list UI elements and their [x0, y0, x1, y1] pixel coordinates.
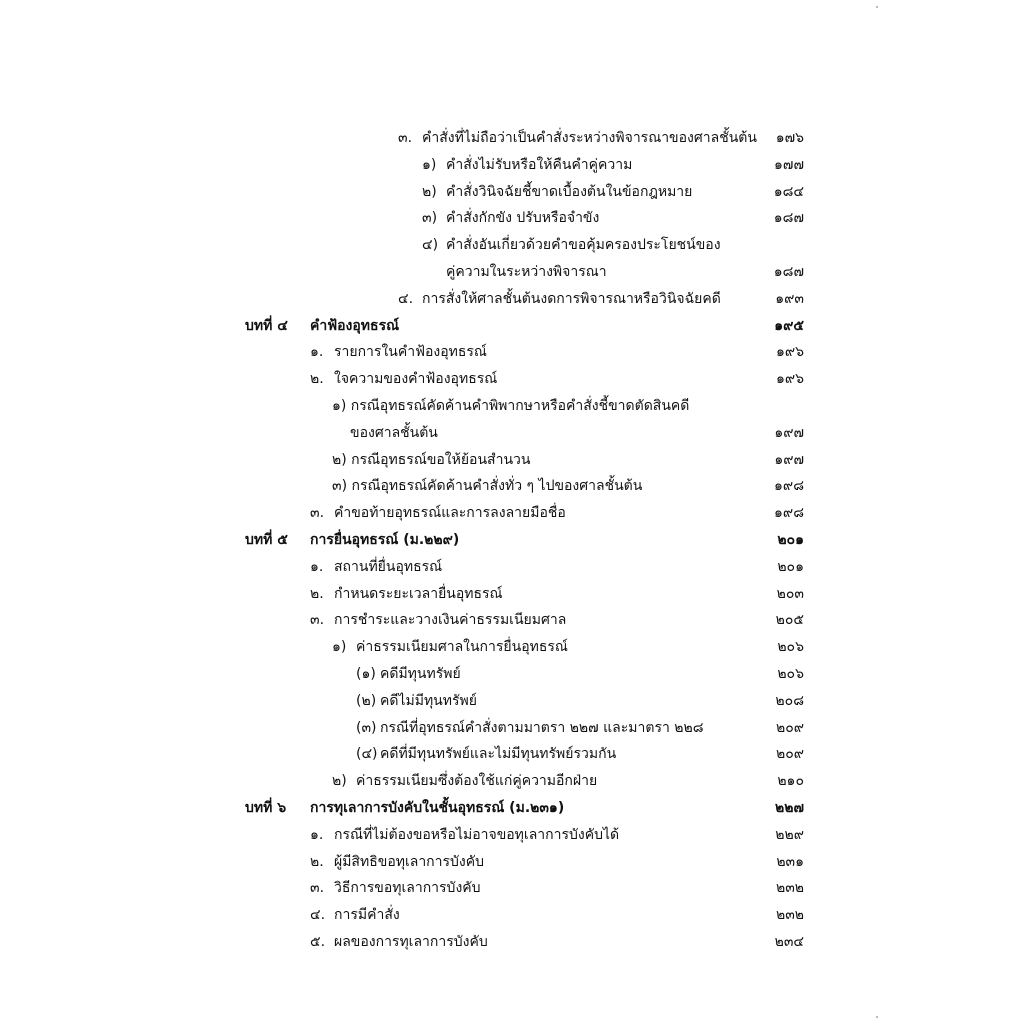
toc-entry-row — [0, 500, 1024, 526]
toc-entry-row — [0, 125, 1024, 151]
toc-title: ของศาลชั้นต้น — [350, 425, 438, 441]
toc-number: ๓. — [310, 880, 325, 896]
toc-entry-row — [0, 822, 1024, 848]
toc-page-number: ๑๙๖ — [775, 344, 804, 360]
toc-title: คำสั่งที่ไม่ถือว่าเป็นคำสั่งระหว่างพิจารณาของศาลชั้นต้น — [422, 130, 757, 146]
toc-title: การมีคำสั่ง — [334, 907, 400, 923]
toc-number: ๒. — [310, 586, 324, 602]
toc-page-number: ๑๘๗ — [773, 210, 804, 226]
toc-page-number: ๒๒๙ — [775, 827, 804, 843]
toc-entry-row — [0, 607, 1024, 633]
toc-page-number: ๑๙๘ — [774, 505, 804, 521]
toc-page-number: ๒๐๖ — [777, 666, 804, 682]
toc-page-number: ๒๐๖ — [777, 639, 804, 655]
toc-title: กรณีที่ไม่ต้องขอหรือไม่อาจขอทุเลาการบังคับได้ — [334, 827, 620, 843]
toc-chapter-row — [0, 527, 1024, 553]
toc-page-number: ๑๙๘ — [774, 478, 804, 494]
toc-chapter-row — [0, 795, 1024, 821]
toc-number: ๒. — [310, 854, 324, 870]
toc-number: ๔. — [398, 291, 414, 307]
toc-title: คำสั่งกักขัง ปรับหรือจำขัง — [446, 210, 600, 226]
toc-title: คำสั่งวินิจฉัยชี้ขาดเบื้องต้นในข้อกฎหมาย — [446, 184, 693, 200]
toc-entry-row — [0, 366, 1024, 392]
toc-number: (๑) — [356, 666, 376, 682]
corner-mark — [876, 1016, 878, 1018]
toc-number: ๓. — [310, 505, 325, 521]
toc-title: กรณีที่อุทธรณ์คำสั่งตามมาตรา ๒๒๗ และมาตรา ๒๒๘ — [380, 720, 704, 736]
toc-number: (๔) — [356, 746, 378, 762]
toc-page-number: ๑๙๓ — [775, 291, 804, 307]
toc-title: ผู้มีสิทธิขอทุเลาการบังคับ — [334, 854, 485, 870]
toc-number: ๓. — [310, 612, 325, 628]
toc-title: ค่าธรรมเนียมซึ่งต้องใช้แก่คู่ความอีกฝ่าย — [356, 773, 598, 789]
toc-title: การชำระและวางเงินค่าธรรมเนียมศาล — [334, 612, 567, 628]
toc-page-number: ๒๑๐ — [777, 773, 804, 789]
corner-mark — [876, 6, 878, 8]
toc-chapter-row — [0, 313, 1024, 339]
toc-title: คู่ความในระหว่างพิจารณา — [446, 264, 607, 280]
toc-entry-row — [0, 849, 1024, 875]
toc-title: คำสั่งอันเกี่ยวด้วยคำขอคุ้มครองประโยชน์ของ — [446, 237, 721, 253]
toc-page-number: ๑๙๗ — [774, 425, 804, 441]
toc-title: คดีมีทุนทรัพย์ — [380, 666, 461, 682]
toc-page-number: ๒๐๑ — [777, 559, 804, 575]
toc-entry-row — [0, 902, 1024, 928]
toc-page-number: ๑๗๖ — [775, 130, 804, 146]
toc-number: ๑) — [332, 639, 347, 655]
toc-number: (๓) — [356, 720, 377, 736]
toc-title: การยื่นอุทธรณ์ (ม.๒๒๙) — [310, 532, 460, 548]
toc-entry-row — [0, 741, 1024, 767]
toc-title: ๒) กรณีอุทธรณ์ขอให้ย้อนสำนวน — [332, 452, 531, 468]
toc-title: วิธีการขอทุเลาการบังคับ — [334, 880, 481, 896]
toc-page-number: ๑๘๔ — [773, 184, 804, 200]
toc-number: ๑. — [310, 559, 324, 575]
toc-entry-row — [0, 473, 1024, 499]
toc-page-number: ๒๐๘ — [775, 693, 804, 709]
toc-entry-row — [0, 661, 1024, 687]
toc-entry-row — [0, 581, 1024, 607]
toc-title: สถานที่ยื่นอุทธรณ์ — [334, 559, 443, 575]
toc-title: รายการในคำฟ้องอุทธรณ์ — [334, 344, 487, 360]
toc-title: ๑) กรณีอุทธรณ์คัดค้านคำพิพากษาหรือคำสั่งชี้ขาดตัดสินคดี — [332, 398, 690, 414]
toc-title: ๓) กรณีอุทธรณ์คัดค้านคำสั่งทั่ว ๆ ไปของศาลชั้นต้น — [332, 478, 643, 494]
toc-page-number: ๑๘๗ — [773, 264, 804, 280]
toc-page-number: ๑๙๕ — [774, 318, 804, 334]
toc-entry-row — [0, 420, 1024, 446]
toc-entry-row — [0, 715, 1024, 741]
toc-page-number: ๒๐๙ — [775, 746, 804, 762]
toc-number: (๒) — [356, 693, 377, 709]
toc-title: คำสั่งไม่รับหรือให้คืนคำคู่ความ — [446, 157, 633, 173]
toc-number: บทที่ ๕ — [245, 532, 288, 548]
toc-entry-row — [0, 393, 1024, 419]
toc-page-number: ๒๓๒ — [775, 880, 804, 896]
toc-title: กำหนดระยะเวลายื่นอุทธรณ์ — [334, 586, 503, 602]
toc-entry-row — [0, 875, 1024, 901]
toc-title: คดีที่มีทุนทรัพย์และไม่มีทุนทรัพย์รวมกัน — [380, 746, 617, 762]
toc-entry-row — [0, 929, 1024, 955]
toc-number: ๔) — [422, 237, 439, 253]
toc-entry-row — [0, 259, 1024, 285]
toc-page-number: ๒๐๕ — [775, 612, 804, 628]
toc-entry-row — [0, 179, 1024, 205]
toc-entry-row — [0, 554, 1024, 580]
toc-page-number: ๒๐๓ — [776, 586, 804, 602]
toc-title: ใจความของคำฟ้องอุทธรณ์ — [334, 371, 498, 387]
toc-entry-row — [0, 634, 1024, 660]
toc-number: ๑. — [310, 827, 324, 843]
toc-entry-row — [0, 152, 1024, 178]
toc-page-number: ๒๓๔ — [774, 934, 804, 950]
toc-number: ๔. — [310, 907, 326, 923]
toc-entry-row — [0, 286, 1024, 312]
toc-entry-row — [0, 339, 1024, 365]
toc-entry-row — [0, 688, 1024, 714]
toc-entry-row — [0, 447, 1024, 473]
toc-number: บทที่ ๔ — [245, 318, 288, 334]
toc-page-number: ๑๗๗ — [774, 157, 804, 173]
toc-page-number: ๒๐๑ — [777, 532, 804, 548]
toc-number: บทที่ ๖ — [245, 800, 287, 816]
toc-page-number: ๑๙๖ — [775, 371, 804, 387]
toc-title: การสั่งให้ศาลชั้นต้นงดการพิจารณาหรือวินิจฉัยคดี — [422, 291, 721, 307]
toc-title: คำฟ้องอุทธรณ์ — [310, 318, 400, 334]
toc-title: คำขอท้ายอุทธรณ์และการลงลายมือชื่อ — [334, 505, 566, 521]
toc-number: ๕. — [310, 934, 326, 950]
toc-page-number: ๒๐๙ — [775, 720, 804, 736]
toc-title: ค่าธรรมเนียมศาลในการยื่นอุทธรณ์ — [356, 639, 568, 655]
toc-number: ๓. — [398, 130, 413, 146]
toc-number: ๒) — [332, 773, 347, 789]
toc-entry-row — [0, 232, 1024, 258]
toc-number: ๒) — [422, 184, 437, 200]
toc-number: ๑) — [422, 157, 437, 173]
toc-page-number: ๒๓๑ — [776, 854, 804, 870]
toc-number: ๒. — [310, 371, 324, 387]
toc-page-number: ๑๙๗ — [774, 452, 804, 468]
toc-page-number: ๒๒๗ — [775, 800, 804, 816]
toc-title: การทุเลาการบังคับในชั้นอุทธรณ์ (ม.๒๓๑) — [310, 800, 565, 816]
toc-entry-row — [0, 205, 1024, 231]
toc-title: คดีไม่มีทุนทรัพย์ — [380, 693, 477, 709]
toc-number: ๑. — [310, 344, 324, 360]
toc-page-number: ๒๓๒ — [775, 907, 804, 923]
toc-entry-row — [0, 768, 1024, 794]
toc-number: ๓) — [422, 210, 438, 226]
toc-title: ผลของการทุเลาการบังคับ — [334, 934, 488, 950]
